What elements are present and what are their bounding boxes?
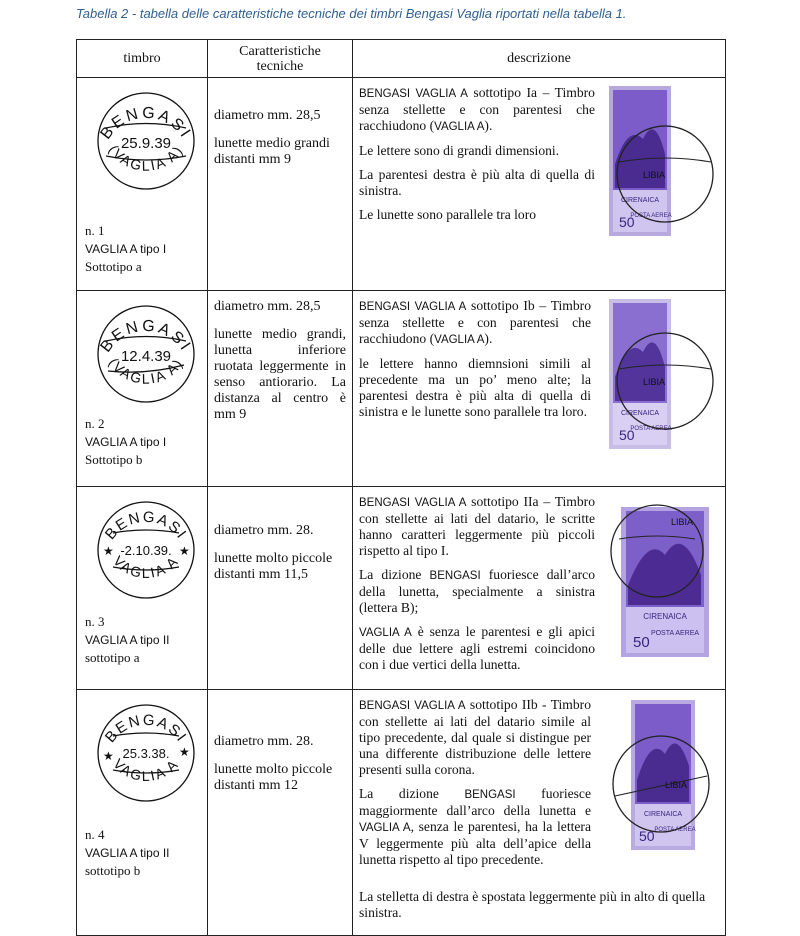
desc-paragraph: La parentesi destra è più alta di quella di sinistra. bbox=[359, 167, 595, 198]
stamp-photo-2 bbox=[603, 297, 721, 462]
timbro-cell bbox=[77, 690, 208, 936]
stamp-libia: LIBIA bbox=[643, 170, 666, 180]
postmark-2 bbox=[91, 299, 201, 409]
desc-paragraph: VAGLIA A è senza le parentesi e gli apici delle due lettere agli estremi coincidono con i due vertici della lunetta. bbox=[359, 624, 595, 672]
stamp-post: POSTA AEREA bbox=[654, 827, 696, 833]
table-row bbox=[77, 690, 726, 936]
stamp-value: 50 bbox=[619, 427, 635, 443]
postmark-2-top: BENGASI bbox=[97, 317, 195, 356]
stamp-photo-1 bbox=[603, 84, 721, 249]
stamp-label-3: n. 3 VAGLIA A tipo II sottotipo a bbox=[85, 614, 170, 665]
star-icon: ★ bbox=[103, 749, 114, 763]
stamp-country: CIRENAICA bbox=[620, 410, 660, 417]
tech-cell bbox=[208, 690, 353, 936]
stamp-photo-4 bbox=[603, 696, 721, 861]
stamps-table bbox=[76, 39, 726, 936]
desc-paragraph: BENGASI VAGLIA A sottotipo Ia – Timbro senza stellette e con parentesi che racchiudono (VAGLIA A). bbox=[359, 85, 595, 133]
tech-lunette: lunette medio grandi distanti mm 9 bbox=[214, 136, 330, 167]
postmark-4 bbox=[91, 698, 201, 808]
star-icon: ★ bbox=[103, 544, 114, 558]
stamp-label-4: n. 4 VAGLIA A tipo II sottotipo b bbox=[85, 827, 170, 878]
desc-paragraph: le lettere hanno diemnsioni simili al precedente ma un po’ meno alte; la parentesi destra è più alta di quella di sinistra e le lunette sono parallele tra loro. bbox=[359, 356, 591, 419]
tech-cell bbox=[208, 487, 353, 690]
postmark-4-bottom: VAGLIA A bbox=[110, 755, 182, 785]
stamp-label-1: n. 1 VAGLIA A tipo I Sottotipo a bbox=[85, 223, 167, 274]
stamp-post: POSTA AEREA bbox=[630, 426, 672, 432]
table-row bbox=[77, 291, 726, 487]
desc-cell bbox=[353, 487, 726, 690]
desc-paragraph: BENGASI VAGLIA A sottotipo Ib – Timbro senza stellette e con parentesi che racchiudono (VAGLIA A). bbox=[359, 298, 591, 346]
postmark-2-date: 12.4.39 bbox=[120, 348, 172, 365]
postmark-1-bottom: (VAGLIA A) bbox=[105, 141, 187, 174]
desc-paragraph: La stelletta di destra è spostata leggermente più in alto di quella sinistra. bbox=[359, 889, 706, 920]
table-row bbox=[77, 78, 726, 291]
tech-cell bbox=[208, 78, 353, 291]
stamp-post: POSTA AEREA bbox=[650, 630, 700, 637]
stamp-value: 50 bbox=[639, 828, 655, 844]
star-icon: ★ bbox=[179, 745, 190, 759]
stamp-libia: LIBIA bbox=[671, 517, 694, 527]
tech-diameter: diametro mm. 28,5 bbox=[214, 108, 321, 123]
stamp-libia: LIBIA bbox=[643, 377, 666, 387]
postmark-3 bbox=[91, 495, 201, 605]
stamp-label-2: n. 2 VAGLIA A tipo I Sottotipo b bbox=[85, 416, 167, 467]
tech-lunette: lunette molto piccole distanti mm 11,5 bbox=[214, 551, 333, 582]
stamp-libia: LIBIA bbox=[665, 780, 688, 790]
desc-paragraph: Le lettere sono di grandi dimensioni. bbox=[359, 143, 560, 158]
desc-cell bbox=[353, 78, 726, 291]
table-caption: Tabella 2 - tabella delle caratteristiche tecniche dei timbri Bengasi Vaglia riportati nella tabella 1. bbox=[76, 6, 627, 21]
tech-diameter: diametro mm. 28,5 bbox=[214, 299, 321, 314]
desc-paragraph: Le lunette sono parallele tra loro bbox=[359, 207, 537, 222]
tech-lunette: lunette medio grandi, lunetta inferiore ruotata leggermente in senso antiorario. La distanza al centro è mm 9 bbox=[214, 327, 346, 422]
desc-paragraph: BENGASI VAGLIA A sottotipo IIa – Timbro con stellette ai lati del datario, le scritte hanno caratteri leggermente più piccoli rispetto al tipo I. bbox=[359, 494, 595, 558]
postmark-4-top: BENGASI bbox=[101, 711, 191, 747]
stamp-country: CIRENAICA bbox=[620, 197, 660, 204]
timbro-cell bbox=[77, 78, 208, 291]
postmark-1-top: BENGASI bbox=[97, 104, 195, 143]
tech-diameter: diametro mm. 28. bbox=[214, 734, 314, 749]
header-timbro: timbro bbox=[77, 40, 208, 78]
table-header-row bbox=[77, 40, 726, 78]
postmark-4-date: 25.3.38. bbox=[122, 746, 170, 761]
desc-cell bbox=[353, 690, 726, 936]
tech-lunette: lunette molto piccole distanti mm 12 bbox=[214, 762, 333, 793]
postmark-3-bottom: VAGLIA A bbox=[110, 552, 182, 582]
stamp-value: 50 bbox=[633, 634, 650, 651]
postmark-1 bbox=[91, 86, 201, 196]
stamp-value: 50 bbox=[619, 214, 635, 230]
postmark-3-top: BENGASI bbox=[101, 508, 191, 544]
table-row bbox=[77, 487, 726, 690]
star-icon: ★ bbox=[179, 544, 190, 558]
stamp-country: CIRENAICA bbox=[643, 612, 687, 621]
desc-paragraph: La dizione BENGASI fuoriesce maggiormente dall’arco della lunetta e VAGLIA A, senza le parentesi, ha la lettera V leggermente più alta dell’apice della lunetta rispetto al tipo precedente. bbox=[359, 786, 591, 867]
tech-diameter: diametro mm. 28. bbox=[214, 523, 314, 538]
postmark-1-date: 25.9.39 bbox=[120, 135, 172, 152]
tech-cell bbox=[208, 291, 353, 487]
timbro-cell bbox=[77, 291, 208, 487]
desc-cell bbox=[353, 291, 726, 487]
desc-paragraph: La dizione BENGASI fuoriesce dall’arco della lunetta, specialmente a sinistra (lettera B); bbox=[359, 567, 595, 615]
header-caratteristiche: Caratteristiche tecniche bbox=[208, 40, 353, 78]
timbro-cell bbox=[77, 487, 208, 690]
stamp-post: POSTA AEREA bbox=[630, 213, 672, 219]
header-descrizione: descrizione bbox=[353, 40, 726, 78]
postmark-2-bottom: (VAGLIA A) bbox=[105, 354, 187, 387]
stamp-country: CIRENAICA bbox=[643, 811, 683, 818]
stamp-photo-3 bbox=[603, 495, 721, 675]
postmark-3-date: -2.10.39. bbox=[120, 543, 172, 558]
desc-paragraph: BENGASI VAGLIA A sottotipo IIb - Timbro con stellette ai lati del datario simile al tipo precedente, dal quale si distingue per una differente distribuzione delle lettere presenti sulla corona. bbox=[359, 697, 591, 777]
